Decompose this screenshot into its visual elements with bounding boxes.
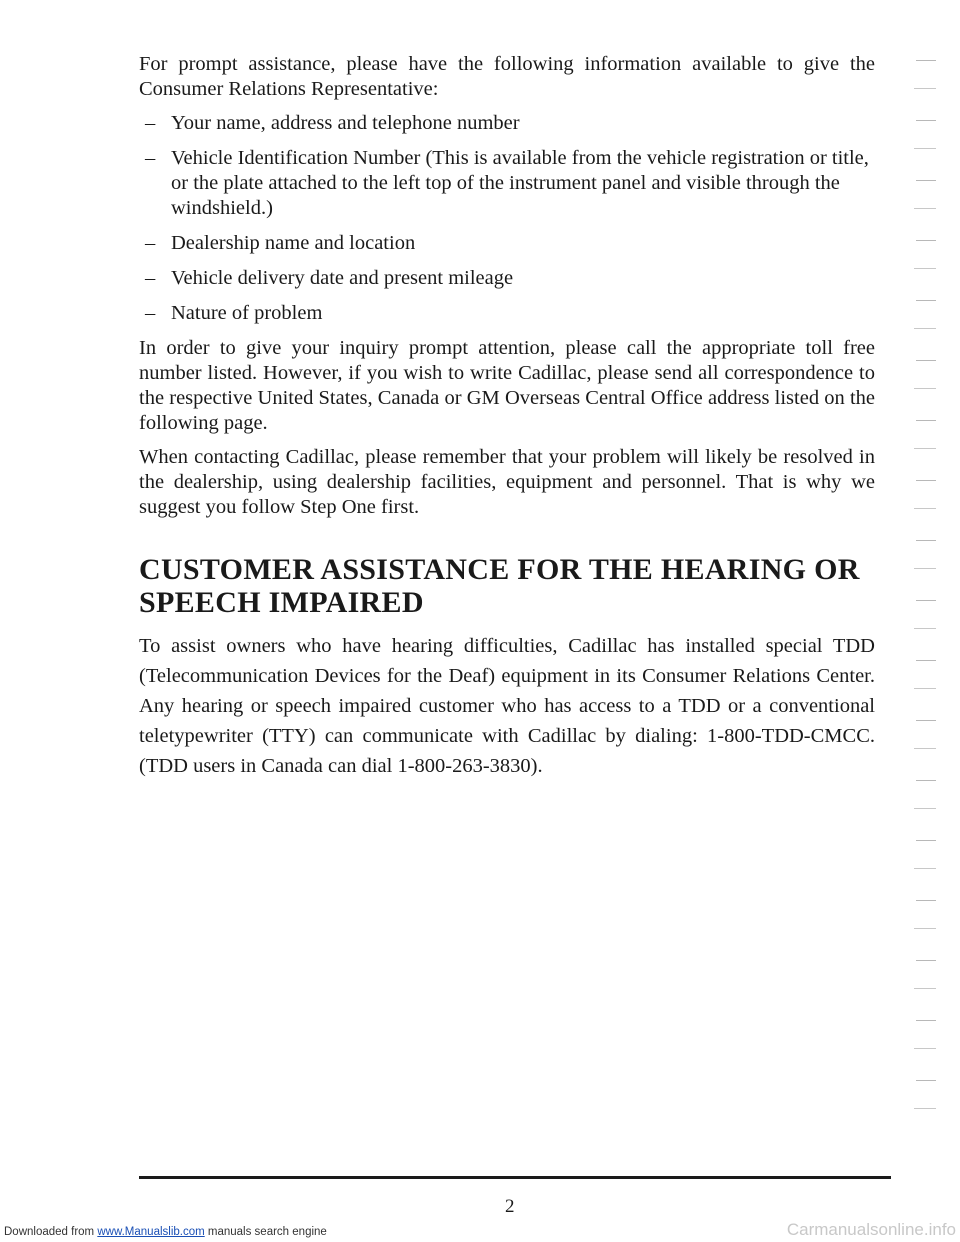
bullet-text: Your name, address and telephone number: [171, 112, 520, 134]
page-content: [139, 52, 875, 781]
bullet-dash: –: [145, 267, 156, 289]
edge-mark: [912, 538, 946, 598]
edge-mark: [912, 118, 946, 178]
bullet-text: Nature of problem: [171, 302, 323, 324]
download-footer: [4, 1226, 327, 1238]
bullet-item-dealership: [139, 231, 875, 256]
edge-mark: [912, 1018, 946, 1078]
section-heading: CUSTOMER ASSISTANCE FOR THE HEARING OR SPEECH IMPAIRED: [139, 553, 860, 619]
bullet-item-problem: [139, 301, 875, 326]
footer-prefix: Downloaded from: [4, 1226, 98, 1238]
edge-mark: [912, 598, 946, 658]
page-number: 2: [505, 1196, 515, 1217]
manualslib-link[interactable]: www.Manualslib.com: [97, 1226, 205, 1238]
edge-mark: [912, 658, 946, 718]
bullet-dash: –: [145, 302, 156, 324]
bullet-text: Vehicle Identification Number (This is available from the vehicle registration or title, or the plate attached to the left top of the instrument panel and visible through the windshield.): [171, 147, 869, 219]
edge-mark: [912, 838, 946, 898]
bullet-text: Dealership name and location: [171, 232, 416, 254]
edge-mark: [912, 58, 946, 118]
watermark-text: Carmanualsonline.info: [786, 1220, 956, 1239]
edge-mark: [912, 718, 946, 778]
footer-suffix: manuals search engine: [204, 1226, 327, 1238]
edge-mark: [912, 778, 946, 838]
toll-free-paragraph: In order to give your inquiry prompt attention, please call the appropriate toll free number listed. However, if you wish to write Cadillac, please send all correspondence to the respective United States, Canada or GM Overseas Central Office address listed on the following page.: [139, 337, 875, 434]
bullet-item-vin: [139, 146, 875, 221]
bullet-text: Vehicle delivery date and present mileage: [171, 267, 514, 289]
section-paragraph: To assist owners who have hearing difficulties, Cadillac has installed special TDD (Telecommunication Devices for the Deaf) equipment in its Consumer Relations Center. Any hearing or speech impaired customer who has access to a TDD or a conventional teletypewriter (TTY) can communicate with Cadillac by dialing: 1-800-TDD-CMCC. (TDD users in Canada can dial 1-800-263-3830).: [139, 635, 875, 777]
bullet-dash: –: [145, 232, 156, 254]
edge-mark: [912, 1078, 946, 1138]
page-edge-marks: [912, 58, 946, 1138]
edge-mark: [912, 298, 946, 358]
edge-mark: [912, 478, 946, 538]
intro-paragraph: For prompt assistance, please have the following information available to give the Consumer Relations Representative:: [139, 53, 875, 100]
edge-mark: [912, 958, 946, 1018]
edge-mark: [912, 178, 946, 238]
bullet-item-delivery: [139, 266, 875, 291]
edge-mark: [912, 238, 946, 298]
bullet-dash: –: [145, 112, 156, 134]
edge-mark: [912, 418, 946, 478]
edge-mark: [912, 358, 946, 418]
contacting-paragraph: When contacting Cadillac, please remember that your problem will likely be resolved in the dealership, using dealership facilities, equipment and personnel. That is why we suggest you follow Step One first.: [139, 446, 875, 518]
edge-mark: [912, 898, 946, 958]
footer-rule: [139, 1176, 891, 1179]
bullet-dash: –: [145, 147, 156, 169]
info-bullet-list: [139, 111, 875, 326]
bullet-item-name: [139, 111, 875, 136]
